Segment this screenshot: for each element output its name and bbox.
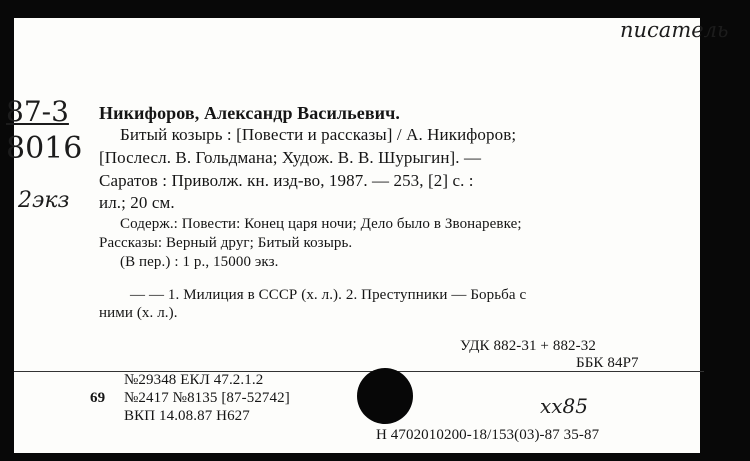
description-line-2: [Послесл. В. Гольдмана; Худож. В. В. Шурыгин]. — bbox=[99, 148, 482, 167]
number-line-1: №29348 ЕКЛ 47.2.1.2 bbox=[124, 372, 264, 388]
contents-line-2: Рассказы: Верный друг; Битый козырь. bbox=[99, 235, 353, 251]
scan-border-bottom bbox=[0, 453, 750, 461]
handwritten-shelf-code-bottom: 8016 bbox=[6, 131, 83, 166]
description-line-3: Саратов : Приволж. кн. изд-во, 1987. — 253, [2] с. : bbox=[99, 171, 474, 190]
price-line: (В пер.) : 1 р., 15000 экз. bbox=[120, 254, 279, 270]
handwritten-copies: 2экз bbox=[18, 188, 70, 213]
contents-line-1: Содерж.: Повести: Конец царя ночи; Дело было в Звонаревке; bbox=[120, 216, 522, 232]
handwritten-shelf-code-top: 87-3 bbox=[6, 95, 69, 128]
index-line: Н 4702010200-18/153(03)-87 35-87 bbox=[376, 427, 600, 443]
description-line-1: Битый козырь : [Повести и рассказы] / А. Никифоров; bbox=[120, 125, 517, 144]
subject-line-2: ними (х. л.). bbox=[99, 305, 178, 321]
number-line-2: №2417 №8135 [87-52742] bbox=[124, 390, 290, 406]
scan-border-left bbox=[0, 0, 14, 461]
number-prefix: 69 bbox=[90, 390, 106, 406]
udk-line: УДК 882-31 + 882-32 bbox=[460, 338, 596, 354]
handwritten-note-top-right: писатель bbox=[620, 18, 729, 42]
handwritten-note-lower-right: хх85 bbox=[540, 394, 589, 418]
scan-border-right bbox=[700, 0, 750, 461]
separator-rule bbox=[14, 371, 704, 372]
card-punch-hole bbox=[357, 368, 413, 424]
scan-border-top bbox=[0, 0, 750, 18]
subject-line-1: — — 1. Милиция в СССР (х. л.). 2. Преступники — Борьба с bbox=[130, 287, 527, 303]
number-line-3: ВКП 14.08.87 Н627 bbox=[124, 408, 250, 424]
author-heading: Никифоров, Александр Васильевич. bbox=[99, 103, 400, 123]
bbk-line: ББК 84Р7 bbox=[576, 355, 639, 371]
description-line-4: ил.; 20 см. bbox=[99, 193, 175, 212]
